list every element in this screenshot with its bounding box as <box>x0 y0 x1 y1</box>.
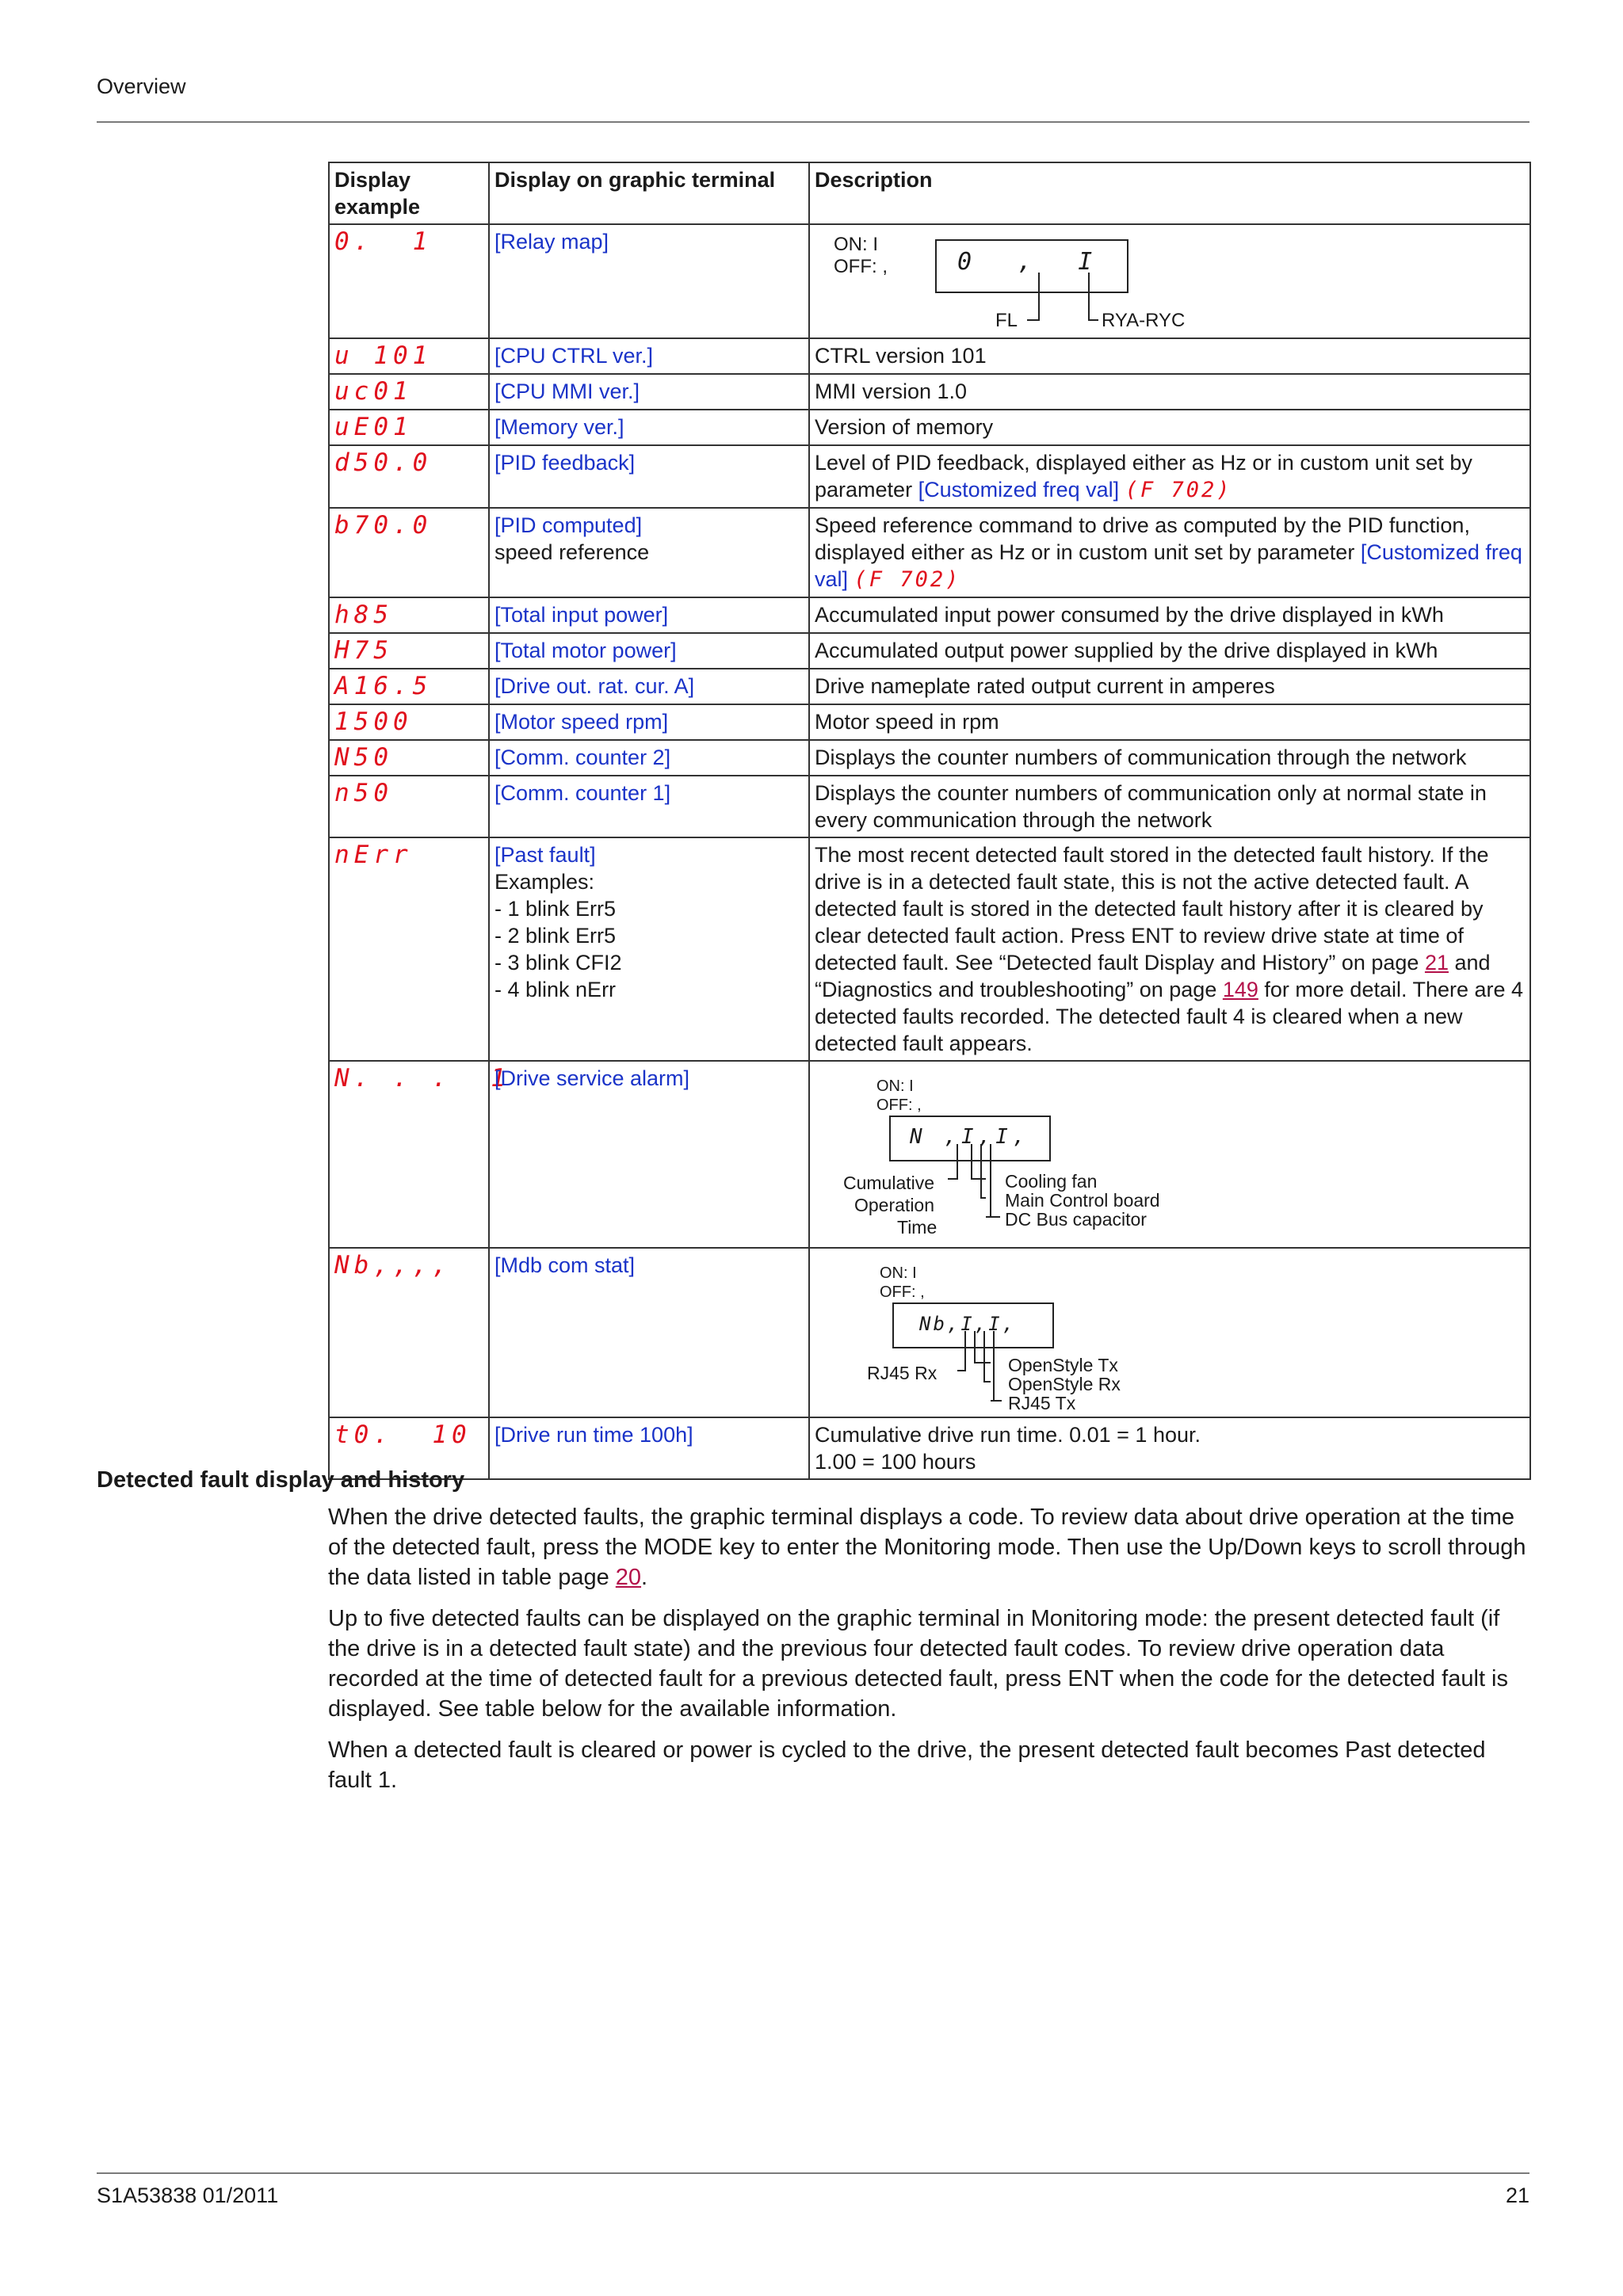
relay-map-diagram <box>815 228 1525 333</box>
table-row <box>329 445 1530 508</box>
label-cumulative: Cumulative <box>843 1173 935 1193</box>
param-code: (F 702) <box>1125 478 1232 502</box>
label-openstyle-tx: OpenStyle Tx <box>1008 1355 1118 1375</box>
display-code: N. . . 1 <box>334 1064 510 1093</box>
label-openstyle-rx: OpenStyle Rx <box>1008 1374 1121 1394</box>
on-legend: ON: I <box>876 1077 914 1095</box>
terminal-label[interactable]: [Drive out. rat. cur. A] <box>489 669 809 704</box>
display-code: uc01 <box>334 377 413 406</box>
description: Level of PID feedback, displayed either as Hz or in custom unit set by parameter [Customized freq val] (F 702) <box>809 445 1530 508</box>
page-link-20[interactable]: 20 <box>615 1565 642 1590</box>
example-line: - 2 blink Err5 <box>495 924 617 948</box>
label-rj45-tx: RJ45 Tx <box>1008 1393 1076 1413</box>
terminal-label[interactable]: [Comm. counter 1] <box>489 776 809 837</box>
table-row <box>329 1248 1530 1417</box>
leader-lines <box>815 1252 1528 1412</box>
description: Motor speed in rpm <box>809 704 1530 740</box>
label-rj45-rx: RJ45 Rx <box>867 1363 938 1383</box>
off-legend: OFF: , <box>876 1097 922 1114</box>
display-code: u 101 <box>334 341 433 370</box>
example-line: Examples: <box>495 870 595 894</box>
page-link-21[interactable]: 21 <box>1424 951 1449 974</box>
table-row <box>329 1417 1530 1479</box>
terminal-sublabel: speed reference <box>495 540 650 564</box>
display-code: N50 <box>334 743 393 772</box>
terminal-label[interactable]: [Total motor power] <box>489 633 809 669</box>
description: Version of memory <box>809 410 1530 445</box>
display-code: t0. 10 <box>334 1421 472 1449</box>
terminal-label[interactable]: [Memory ver.] <box>489 410 809 445</box>
terminal-label[interactable]: [Drive service alarm] <box>489 1061 809 1248</box>
terminal-label[interactable]: [PID feedback] <box>489 445 809 508</box>
description: Speed reference command to drive as computed by the PID function, displayed either as Hz or in custom unit set by parameter [Customized freq val] (F 702) <box>809 508 1530 597</box>
param-link[interactable]: [Customized freq val] <box>918 478 1120 502</box>
label-dc-bus-capacitor: DC Bus capacitor <box>1005 1209 1147 1230</box>
service-alarm-diagram <box>815 1065 1525 1242</box>
terminal-label[interactable]: [Mdb com stat] <box>489 1248 809 1417</box>
table-row <box>329 776 1530 837</box>
table-header-row <box>329 162 1530 224</box>
col-header-description: Description <box>809 162 1530 224</box>
display-code: Nb,,,, <box>334 1251 452 1280</box>
terminal-label[interactable]: [PID computed] <box>495 513 643 537</box>
description: MMI version 1.0 <box>809 374 1530 410</box>
label-operation: Operation <box>854 1195 935 1215</box>
label-rya-ryc: RYA-RYC <box>1102 310 1186 331</box>
terminal-label[interactable]: [Motor speed rpm] <box>489 704 809 740</box>
label-time: Time <box>897 1217 938 1238</box>
page-number: 21 <box>1505 2183 1529 2207</box>
table-row <box>329 374 1530 410</box>
off-legend: OFF: , <box>834 256 888 277</box>
screen-readout: Nb,I,I, <box>919 1313 1017 1335</box>
paragraph-3: When a detected fault is cleared or power is cycled to the drive, the present detected fault becomes Past detected fault 1. <box>328 1737 1486 1793</box>
off-legend: OFF: , <box>880 1283 925 1301</box>
table-row <box>329 1061 1530 1248</box>
param-code: (F 702) <box>854 567 961 592</box>
display-code: d50.0 <box>334 448 433 477</box>
example-line: - 1 blink Err5 <box>495 897 617 921</box>
param-link[interactable]: [Customized freq val] <box>815 540 1522 591</box>
header-rule <box>97 121 1529 123</box>
table-row <box>329 704 1530 740</box>
paragraph-2: Up to five detected faults can be displayed on the graphic terminal in Monitoring mode: the present detected fault (if the drive is in a detected fault state) and the previous four detected fault codes. To review drive operation data recorded at the time of detected fault for a previous detected fault, press ENT when the code for the detected fault is displayed. See table below for the available information. <box>328 1606 1508 1722</box>
terminal-label[interactable]: [CPU MMI ver.] <box>489 374 809 410</box>
on-legend: ON: I <box>880 1264 917 1282</box>
terminal-label[interactable]: [Past fault] <box>495 843 596 867</box>
col-header-terminal: Display on graphic terminal <box>489 162 809 224</box>
footer-doc-id: S1A53838 01/2011 <box>97 2183 279 2207</box>
display-code: nErr <box>334 841 413 869</box>
on-legend: ON: I <box>834 234 879 255</box>
display-code: 0. 1 <box>334 227 433 256</box>
table-row <box>329 597 1530 633</box>
paragraph-1: When the drive detected faults, the graphic terminal displays a code. To review data about drive operation at the time of the detected fault, press the MODE key to enter the Monitoring mode. Then use the Up/Down keys to scroll through the data listed in table page 20. <box>328 1505 1526 1590</box>
description: Accumulated input power consumed by the drive displayed in kWh <box>809 597 1530 633</box>
table-row <box>329 338 1530 374</box>
terminal-label[interactable]: [CPU CTRL ver.] <box>489 338 809 374</box>
table-row <box>329 508 1530 597</box>
display-code: n50 <box>334 779 393 807</box>
table-row <box>329 740 1530 776</box>
footer-rule <box>97 2172 1529 2174</box>
terminal-label[interactable]: [Relay map] <box>489 224 809 338</box>
mdb-com-diagram <box>815 1252 1525 1412</box>
display-code: uE01 <box>334 413 413 441</box>
table-row <box>329 224 1530 338</box>
terminal-label[interactable]: [Total input power] <box>489 597 809 633</box>
table-row <box>329 410 1530 445</box>
label-cooling-fan: Cooling fan <box>1005 1171 1098 1192</box>
col-header-display: Display example <box>329 162 489 224</box>
example-line: - 3 blink CFI2 <box>495 951 622 974</box>
display-code: 1500 <box>334 707 413 736</box>
terminal-label[interactable]: [Drive run time 100h] <box>489 1417 809 1479</box>
table-row <box>329 633 1530 669</box>
table-row <box>329 837 1530 1061</box>
description: Displays the counter numbers of communication through the network <box>809 740 1530 776</box>
description: Displays the counter numbers of communication only at normal state in every communication through the network <box>809 776 1530 837</box>
screen-readout: 0 , I <box>957 248 1109 276</box>
terminal-label[interactable]: [Comm. counter 2] <box>489 740 809 776</box>
label-fl: FL <box>995 310 1018 331</box>
page-link-149[interactable]: 149 <box>1222 978 1258 1001</box>
monitoring-table <box>328 162 1531 1480</box>
description: Cumulative drive run time. 0.01 = 1 hour. 1.00 = 100 hours <box>809 1417 1530 1479</box>
display-code: b70.0 <box>334 511 433 540</box>
section-title: Detected fault display and history <box>97 1467 465 1493</box>
description: CTRL version 101 <box>809 338 1530 374</box>
display-code: A16.5 <box>334 672 433 700</box>
display-code: h85 <box>334 601 393 629</box>
description: Drive nameplate rated output current in amperes <box>809 669 1530 704</box>
example-line: - 4 blink nErr <box>495 978 617 1001</box>
description: The most recent detected fault stored in the detected fault history. If the drive is in a detected fault state, this is not the active detected fault. A detected fault is stored in the detected fault history after it is cleared by clear detected fault action. Press ENT to review drive state at time of detected fault. See “Detected fault Display and History” on page 21 and “Diagnostics and troubleshooting” on page 149 for more detail. There are 4 detected faults recorded. The detected fault 4 is cleared when a new detected fault appears. <box>809 837 1530 1061</box>
page-header: Overview <box>97 74 186 98</box>
table-row <box>329 669 1530 704</box>
description: Accumulated output power supplied by the drive displayed in kWh <box>809 633 1530 669</box>
display-code: H75 <box>334 636 393 665</box>
label-main-control-board: Main Control board <box>1005 1190 1160 1211</box>
screen-readout: N ,I,I, <box>910 1125 1030 1149</box>
